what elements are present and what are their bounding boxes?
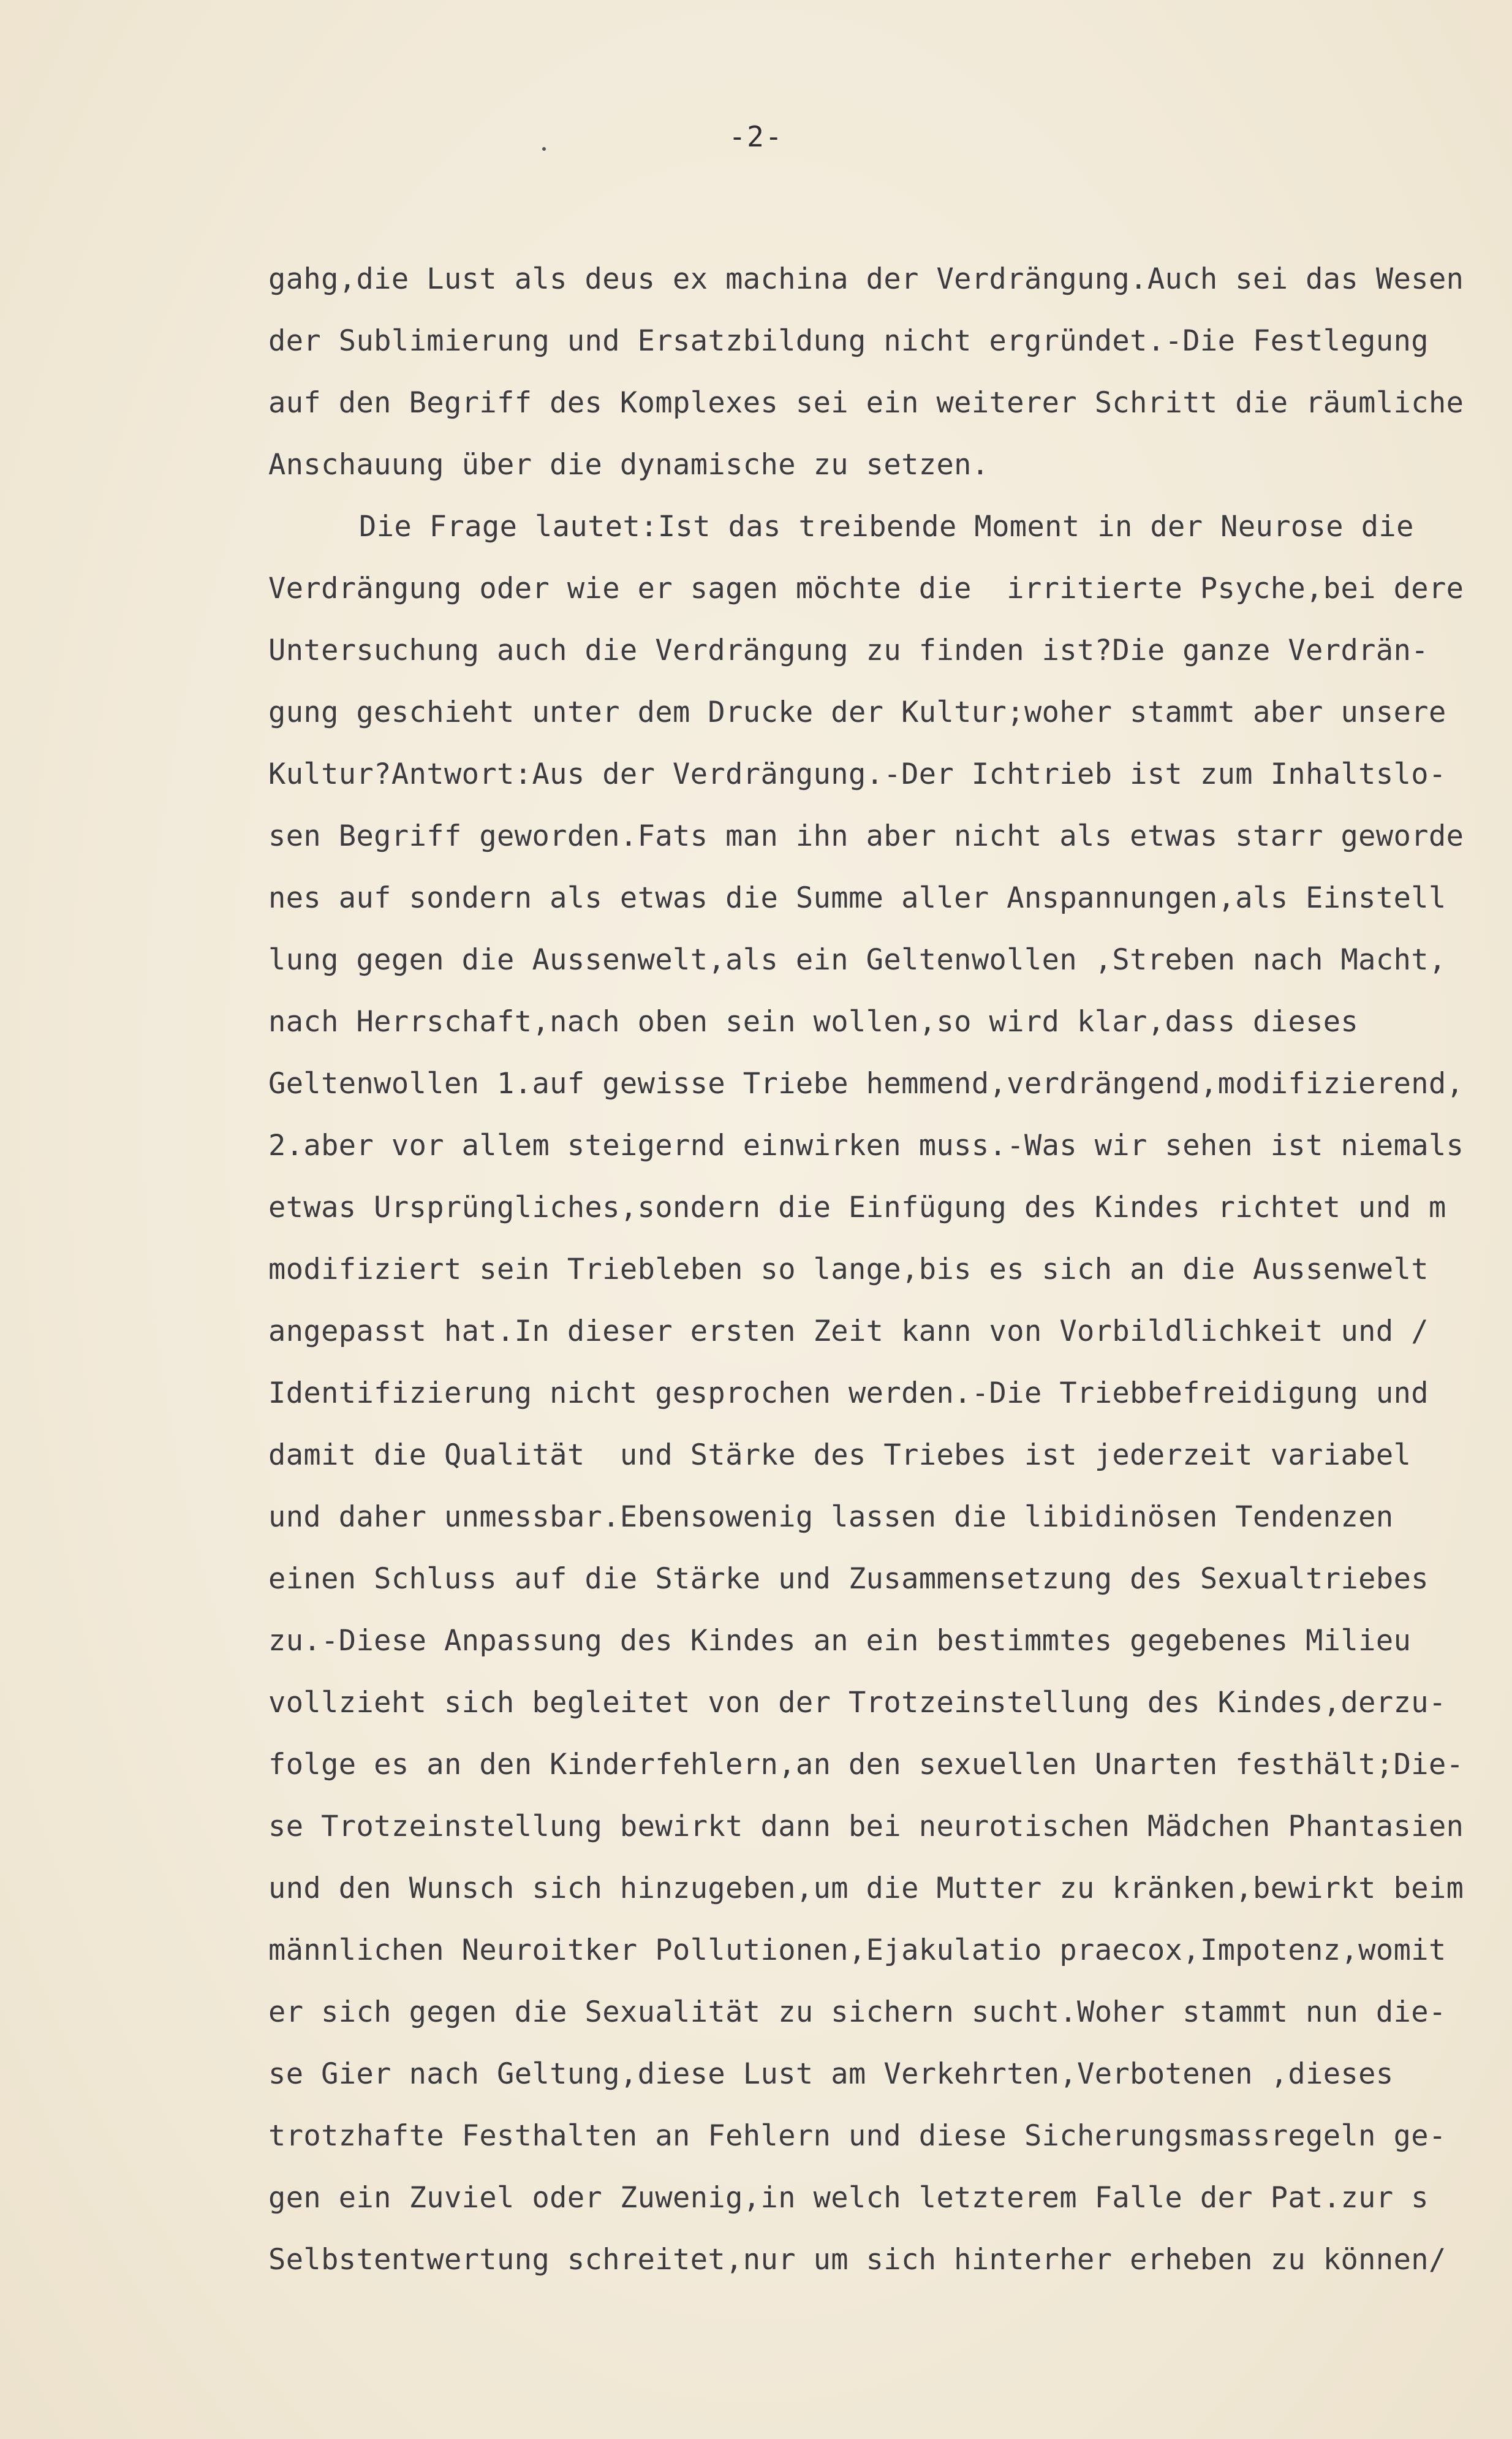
page-number: -2- bbox=[728, 120, 784, 153]
text-line: Geltenwollen 1.auf gewisse Triebe hemmend,verdrängend,modifizierend, bbox=[268, 1067, 1464, 1101]
text-line: trotzhafte Festhalten an Fehlern und diese Sicherungsmassregeln ge- bbox=[268, 2119, 1446, 2153]
text-line: Selbstentwertung schreitet,nur um sich hinterher erheben zu können/ bbox=[268, 2243, 1446, 2277]
text-line: und daher unmessbar.Ebensowenig lassen die libidinösen Tendenzen bbox=[268, 1500, 1394, 1534]
text-line: Untersuchung auch die Verdrängung zu finden ist?Die ganze Verdrän- bbox=[268, 634, 1429, 667]
text-line: der Sublimierung und Ersatzbildung nicht ergründet.-Die Festlegung bbox=[268, 324, 1429, 358]
text-line: Identifizierung nicht gesprochen werden.-Die Triebbefreidigung und bbox=[268, 1376, 1429, 1410]
text-line: sen Begriff geworden.Fats man ihn aber nicht als etwas starr geworde bbox=[268, 819, 1464, 853]
text-line: Kultur?Antwort:Aus der Verdrängung.-Der Ichtrieb ist zum Inhaltslo- bbox=[268, 757, 1446, 791]
text-line: se Gier nach Geltung,diese Lust am Verkehrten,Verbotenen ,dieses bbox=[268, 2057, 1394, 2091]
text-line: zu.-Diese Anpassung des Kindes an ein bestimmtes gegebenes Milieu bbox=[268, 1624, 1412, 1658]
text-line: auf den Begriff des Komplexes sei ein weiterer Schritt die räumliche bbox=[268, 386, 1464, 420]
text-line: se Trotzeinstellung bewirkt dann bei neurotischen Mädchen Phantasien bbox=[268, 1810, 1464, 1843]
text-line: einen Schluss auf die Stärke und Zusammensetzung des Sexualtriebes bbox=[268, 1562, 1429, 1596]
text-line: damit die Qualität und Stärke des Triebes ist jederzeit variabel bbox=[268, 1438, 1412, 1472]
text-line: er sich gegen die Sexualität zu sichern sucht.Woher stammt nun die- bbox=[268, 1995, 1446, 2029]
text-line: männlichen Neuroitker Pollutionen,Ejakulatio praecox,Impotenz,womit bbox=[268, 1933, 1446, 1967]
text-line: und den Wunsch sich hinzugeben,um die Mutter zu kränken,bewirkt beim bbox=[268, 1872, 1464, 1905]
text-line: gung geschieht unter dem Drucke der Kultur;woher stammt aber unsere bbox=[268, 696, 1446, 729]
text-line: lung gegen die Aussenwelt,als ein Geltenwollen ,Streben nach Macht, bbox=[268, 943, 1446, 977]
text-line: 2.aber vor allem steigernd einwirken muss.-Was wir sehen ist niemals bbox=[268, 1129, 1464, 1163]
text-line: angepasst hat.In dieser ersten Zeit kann von Vorbildlichkeit und / bbox=[268, 1314, 1429, 1348]
ink-dot bbox=[542, 147, 546, 151]
text-line: gen ein Zuviel oder Zuwenig,in welch letzterem Falle der Pat.zur s bbox=[268, 2181, 1429, 2215]
text-line: Anschauung über die dynamische zu setzen. bbox=[268, 448, 989, 482]
text-line: etwas Ursprüngliches,sondern die Einfügung des Kindes richtet und m bbox=[268, 1191, 1446, 1224]
text-line: nes auf sondern als etwas die Summe aller Anspannungen,als Einstell bbox=[268, 881, 1446, 915]
text-line: Die Frage lautet:Ist das treibende Moment in der Neurose die bbox=[359, 510, 1414, 544]
text-line: vollzieht sich begleitet von der Trotzeinstellung des Kindes,derzu- bbox=[268, 1686, 1446, 1720]
text-line: gahg,die Lust als deus ex machina der Verdrängung.Auch sei das Wesen bbox=[268, 262, 1464, 296]
text-line: Verdrängung oder wie er sagen möchte die irritierte Psyche,bei dere bbox=[268, 572, 1464, 605]
text-line: nach Herrschaft,nach oben sein wollen,so wird klar,dass dieses bbox=[268, 1005, 1359, 1039]
body-text bbox=[268, 248, 1506, 2291]
text-line: modifiziert sein Triebleben so lange,bis es sich an die Aussenwelt bbox=[268, 1253, 1429, 1286]
text-line: folge es an den Kinderfehlern,an den sexuellen Unarten festhält;Die- bbox=[268, 1748, 1464, 1781]
